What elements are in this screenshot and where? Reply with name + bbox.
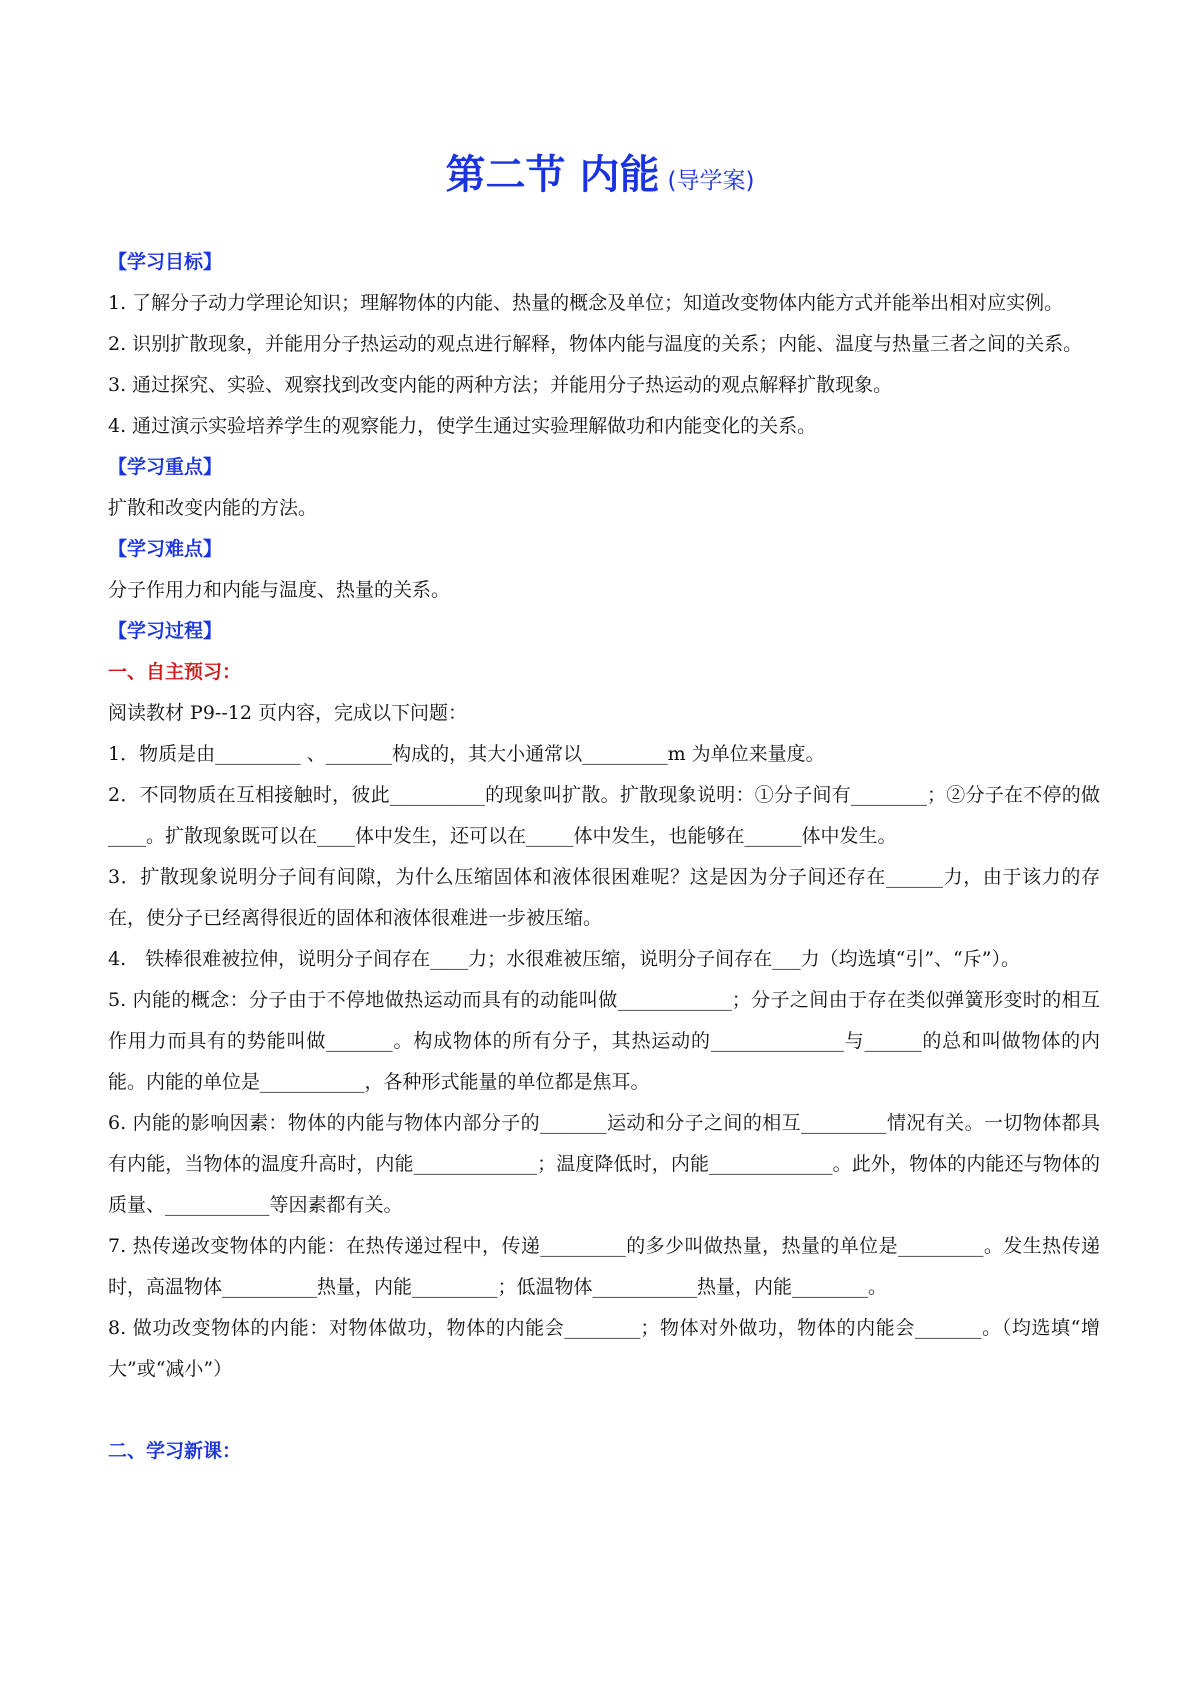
- question-item: 7. 热传递改变物体的内能：在热传递过程中，传递_________的多少叫做热量，热量的单位是_________。发生热传递时，高温物体__________热量，内能_________；低温物体___________热量，内能________。: [108, 1235, 1100, 1298]
- question-item: 4. 铁棒很难被拉伸，说明分子间存在____力；水很难被压缩，说明分子间存在___力（均选填“引”、“斥”）。: [108, 948, 1020, 970]
- page-title: [0, 148, 1200, 208]
- question-item: 5. 内能的概念：分子由于不停地做热运动而具有的动能叫做____________；分子之间由于存在类似弹簧形变时的相互作用力而具有的势能叫做_______。构成物体的所有分子，其热运动的______________与______的总和叫做物体的内能。内能的单位是___________，各种形式能量的单位都是焦耳。: [108, 989, 1100, 1093]
- question-item: 2．不同物质在互相接触时，彼此__________的现象叫扩散。扩散现象说明：①分子间有________；②分子在不停的做____。扩散现象既可以在____体中发生，还可以在_____体中发生，也能够在______体中发生。: [108, 784, 1100, 847]
- question-item: 6. 内能的影响因素：物体的内能与物体内部分子的_______运动和分子之间的相互_________情况有关。一切物体都具有内能，当物体的温度升高时，内能_____________；温度降低时，内能_____________。此外，物体的内能还与物体的质量、___________等因素都有关。: [108, 1112, 1100, 1216]
- key-text: 扩散和改变内能的方法。: [108, 497, 318, 519]
- goal-item: 1. 了解分子动力学理论知识；理解物体的内能、热量的概念及单位；知道改变物体内能方式并能举出相对应实例。: [108, 292, 1064, 314]
- question-item: 3．扩散现象说明分子间有间隙，为什么压缩固体和液体很困难呢？这是因为分子间还存在______力，由于该力的存在，使分子已经离得很近的固体和液体很难进一步被压缩。: [108, 866, 1100, 929]
- document-body: [108, 242, 1100, 1472]
- preview-heading: 一、自主预习：: [108, 661, 242, 683]
- title-sub: (导学案): [667, 168, 755, 194]
- difficult-text: 分子作用力和内能与温度、热量的关系。: [108, 579, 451, 601]
- goal-item: 4. 通过演示实验培养学生的观察能力，使学生通过实验理解做功和内能变化的关系。: [108, 415, 817, 437]
- key-heading: 【学习重点】: [108, 456, 223, 478]
- goal-item: 3. 通过探究、实验、观察找到改变内能的两种方法；并能用分子热运动的观点解释扩散现象。: [108, 374, 893, 396]
- preview-intro: 阅读教材 P9--12 页内容，完成以下问题：: [108, 702, 467, 724]
- question-item: 8. 做功改变物体的内能：对物体做功，物体的内能会________；物体对外做功，物体的内能会_______。（均选填“增大”或“减小”）: [108, 1317, 1100, 1380]
- spacer: [108, 1390, 1100, 1431]
- new-lesson-heading: 二、学习新课：: [108, 1440, 242, 1462]
- difficult-heading: 【学习难点】: [108, 538, 223, 560]
- goals-heading: 【学习目标】: [108, 251, 223, 273]
- question-item: 1．物质是由_________ 、_______构成的，其大小通常以_________m 为单位来量度。: [108, 743, 825, 765]
- process-heading: 【学习过程】: [108, 620, 223, 642]
- goal-item: 2. 识别扩散现象，并能用分子热运动的观点进行解释，物体内能与温度的关系；内能、温度与热量三者之间的关系。: [108, 333, 1083, 355]
- title-main: 第二节 内能: [445, 152, 660, 198]
